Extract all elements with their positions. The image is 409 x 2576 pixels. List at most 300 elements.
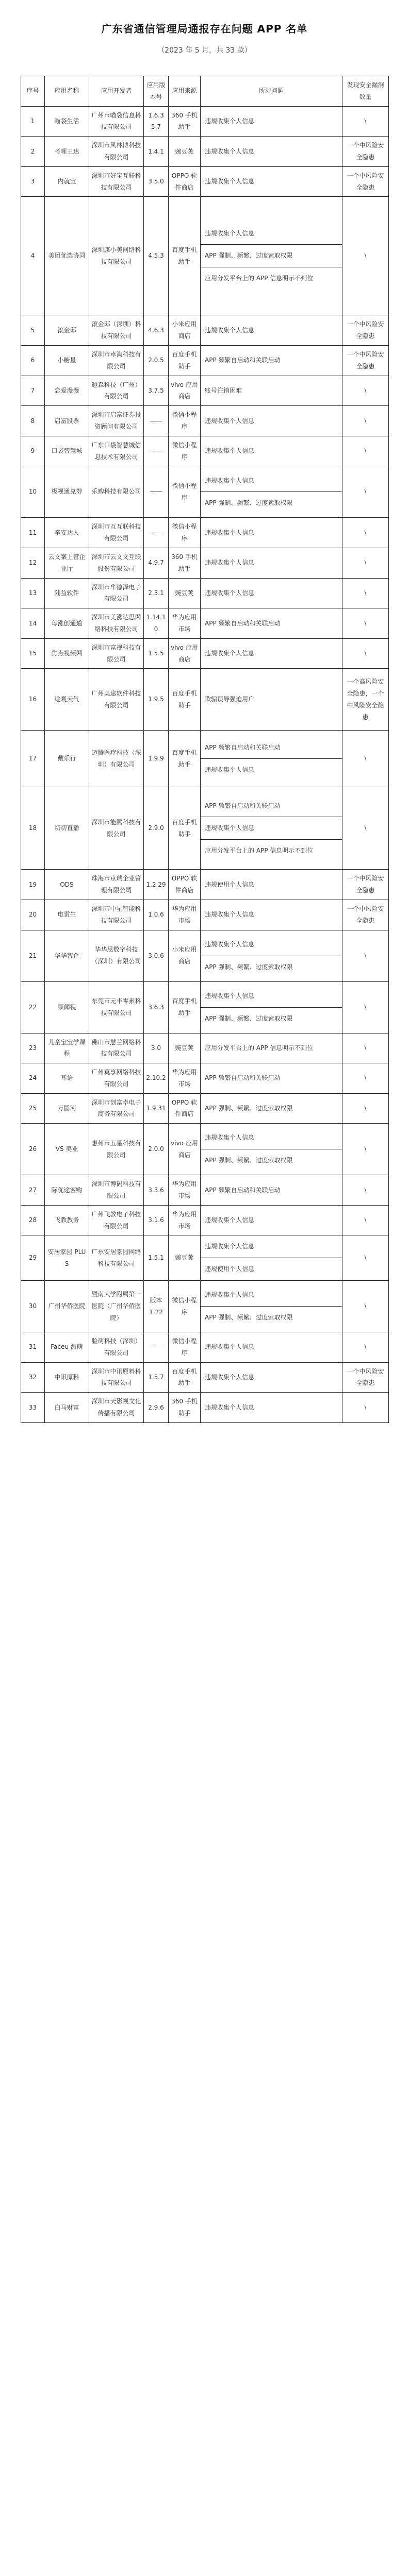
issue-item: APP 频繁自启动和关联启动 xyxy=(205,1186,281,1194)
cell-issues xyxy=(201,197,342,315)
issue-item: APP 频繁自启动和关联启动 xyxy=(205,1074,281,1082)
cell-source: 360 手机助手 xyxy=(169,106,201,137)
cell-issues xyxy=(201,638,342,669)
issue-item: 违规收集个人信息 xyxy=(201,1284,342,1307)
cell-app-name: Faceu 激萌 xyxy=(45,1332,89,1363)
issue-item: 违规收集个人信息 xyxy=(205,417,255,425)
cell-vulnerabilities: \ xyxy=(342,981,389,1033)
table-row xyxy=(21,518,389,548)
cell-source: 华为应用市场 xyxy=(169,900,201,930)
cell-issues xyxy=(201,376,342,406)
cell-version: 3.5.0 xyxy=(144,166,169,197)
cell-version: 3.0 xyxy=(144,1033,169,1063)
issue-item: 违规收集个人信息 xyxy=(205,1216,255,1224)
cell-developer: 华华思数字科技（深圳）有限公司 xyxy=(89,930,144,981)
header-developer: 应用开发者 xyxy=(89,76,144,107)
issue-item: 违规收集个人信息 xyxy=(201,985,342,1008)
cell-developer: 深圳市博码科技有限公司 xyxy=(89,1175,144,1206)
issue-item: 违规使用个人信息 xyxy=(205,880,255,888)
issue-item: APP 强制、频繁、过度索取权限 xyxy=(205,1157,293,1164)
cell-vulnerabilities: \ xyxy=(342,930,389,981)
cell-version: 3.6.3 xyxy=(144,981,169,1033)
cell-developer: 广州飞教电子科技有限公司 xyxy=(89,1205,144,1235)
table-header-row xyxy=(21,76,389,107)
cell-source: 微信小程序 xyxy=(169,406,201,436)
table-row xyxy=(21,1281,389,1332)
table-row xyxy=(21,1175,389,1206)
cell-issues xyxy=(201,930,342,981)
cell-vulnerabilities: \ xyxy=(342,1175,389,1206)
cell-developer: 乐购科技有限公司 xyxy=(89,466,144,518)
cell-app-name: 启富股票 xyxy=(45,406,89,436)
issue-item: 欺骗误导强迫用户 xyxy=(205,696,255,703)
cell-version: 3.0.6 xyxy=(144,930,169,981)
issue-item: 违规收集个人信息 xyxy=(201,470,342,493)
cell-index: 29 xyxy=(21,1235,45,1281)
table-row xyxy=(21,930,389,981)
cell-source: 豌豆荚 xyxy=(169,1033,201,1063)
cell-index: 11 xyxy=(21,518,45,548)
header-version: 应用版本号 xyxy=(144,76,169,107)
cell-developer: 深圳市卓淘科技有限公司 xyxy=(89,345,144,376)
issue-item: APP 强制、频繁、过度索取权限 xyxy=(201,245,342,267)
cell-vulnerabilities: \ xyxy=(342,1063,389,1094)
table-row xyxy=(21,870,389,900)
table-row xyxy=(21,1063,389,1094)
cell-index: 9 xyxy=(21,436,45,466)
issue-item: APP 强制、频繁、过度索取权限 xyxy=(205,963,293,971)
table-row xyxy=(21,1093,389,1124)
issue-item: 违规收集个人信息 xyxy=(201,817,342,840)
issue-item: APP 强制、频繁、过度索取权限 xyxy=(205,1014,293,1022)
cell-vulnerabilities: 一个中风险安全隐患 xyxy=(342,900,389,930)
cell-app-name: 考哩王达 xyxy=(45,137,89,167)
cell-vulnerabilities: 一个中风险安全隐患 xyxy=(342,315,389,346)
cell-version: 1.5.1 xyxy=(144,1235,169,1281)
cell-index: 30 xyxy=(21,1281,45,1332)
cell-version: 4.5.3 xyxy=(144,197,169,315)
cell-app-name: VS 美业 xyxy=(45,1124,89,1175)
cell-source: 百度手机助手 xyxy=(169,981,201,1033)
cell-version: 1.2.29 xyxy=(144,870,169,900)
cell-app-name: 际优途客购 xyxy=(45,1175,89,1206)
header-source: 应用来源 xyxy=(169,76,201,107)
cell-vulnerabilities: \ xyxy=(342,466,389,518)
table-row xyxy=(21,1205,389,1235)
cell-issues xyxy=(201,466,342,518)
cell-issues xyxy=(201,1332,342,1363)
cell-version: 4.9.7 xyxy=(144,548,169,578)
cell-source: 微信小程序 xyxy=(169,1332,201,1363)
cell-vulnerabilities: \ xyxy=(342,1332,389,1363)
cell-vulnerabilities: \ xyxy=(342,436,389,466)
cell-app-name: 每涨创通道 xyxy=(45,608,89,639)
cell-version: 1.0.6 xyxy=(144,900,169,930)
cell-index: 28 xyxy=(21,1205,45,1235)
cell-version: 1.5.7 xyxy=(144,1362,169,1393)
cell-version: 1.14.10 xyxy=(144,608,169,639)
issue-item: 违规收集个人信息 xyxy=(205,1403,255,1411)
table-row xyxy=(21,466,389,518)
cell-version: —— xyxy=(144,466,169,518)
cell-source: 豌豆荚 xyxy=(169,578,201,608)
cell-version: —— xyxy=(144,518,169,548)
issue-item: 违规收集个人信息 xyxy=(205,529,255,536)
cell-version: 1.9.9 xyxy=(144,731,169,787)
cell-developer: 深圳市富视科技有限公司 xyxy=(89,638,144,669)
cell-issues xyxy=(201,315,342,346)
cell-app-name: 极视通兑券 xyxy=(45,466,89,518)
cell-version: 4.6.3 xyxy=(144,315,169,346)
cell-index: 17 xyxy=(21,731,45,787)
cell-developer: 深圳市中讯原料科技有限公司 xyxy=(89,1362,144,1393)
cell-source: 微信小程序 xyxy=(169,466,201,518)
cell-index: 22 xyxy=(21,981,45,1033)
issue-item: 违规收集个人信息 xyxy=(201,1127,342,1149)
cell-app-name: 万圆河 xyxy=(45,1093,89,1124)
cell-source: 微信小程序 xyxy=(169,518,201,548)
cell-issues xyxy=(201,137,342,167)
issue-item: 违规收集个人信息 xyxy=(205,911,255,919)
cell-source: 百度手机助手 xyxy=(169,731,201,787)
cell-index: 25 xyxy=(21,1093,45,1124)
cell-source: 华为应用市场 xyxy=(169,608,201,639)
cell-version: 3.1.6 xyxy=(144,1205,169,1235)
issue-item: 违规收集个人信息 xyxy=(205,650,255,657)
header-app-name: 应用名称 xyxy=(45,76,89,107)
cell-index: 19 xyxy=(21,870,45,900)
cell-version: 2.0.0 xyxy=(144,1124,169,1175)
cell-source: 微信小程序 xyxy=(169,436,201,466)
cell-source: 华为应用市场 xyxy=(169,1205,201,1235)
cell-app-name: 电雷生 xyxy=(45,900,89,930)
cell-app-name: 口袋智慧城 xyxy=(45,436,89,466)
cell-app-name: 飞教教务 xyxy=(45,1205,89,1235)
cell-issues xyxy=(201,787,342,870)
cell-vulnerabilities: \ xyxy=(342,376,389,406)
cell-index: 13 xyxy=(21,578,45,608)
cell-index: 4 xyxy=(21,197,45,315)
table-row xyxy=(21,578,389,608)
table-row xyxy=(21,1124,389,1175)
issue-item: 违规收集个人信息 xyxy=(205,1374,255,1381)
cell-issues xyxy=(201,345,342,376)
issue-item: 违规收集个人信息 xyxy=(205,766,255,774)
cell-issues xyxy=(201,1033,342,1063)
table-row xyxy=(21,1393,389,1423)
cell-vulnerabilities: \ xyxy=(342,518,389,548)
cell-vulnerabilities: \ xyxy=(342,1124,389,1175)
cell-developer: 惠州市五星科技有限公司 xyxy=(89,1124,144,1175)
table-row xyxy=(21,638,389,669)
table-row xyxy=(21,106,389,137)
cell-source: 华为应用市场 xyxy=(169,1063,201,1094)
cell-issues xyxy=(201,436,342,466)
cell-source: OPPO 软件商店 xyxy=(169,870,201,900)
cell-app-name: 儿童宝宝学课程 xyxy=(45,1033,89,1063)
issue-item: APP 强制、频繁、过度索取权限 xyxy=(205,1314,293,1321)
cell-source: 360 手机助手 xyxy=(169,548,201,578)
issue-item: 违规收集个人信息 xyxy=(205,559,255,567)
cell-index: 23 xyxy=(21,1033,45,1063)
issue-item: 违规收集个人信息 xyxy=(205,1343,255,1351)
cell-index: 2 xyxy=(21,137,45,167)
cell-issues xyxy=(201,981,342,1033)
cell-source: vivo 应用商店 xyxy=(169,1124,201,1175)
cell-version: 2.10.2 xyxy=(144,1063,169,1094)
issue-item: APP 强制、频繁、过度索取权限 xyxy=(205,499,293,507)
issue-item: APP 频繁自启动和关联启动 xyxy=(201,795,342,818)
cell-version: 3.3.6 xyxy=(144,1175,169,1206)
cell-developer: 深圳市中星智能科技有限公司 xyxy=(89,900,144,930)
cell-vulnerabilities: 一个中风险安全隐患 xyxy=(342,1362,389,1393)
cell-source: 360 手机助手 xyxy=(169,1393,201,1423)
cell-source: 小米应用商店 xyxy=(169,930,201,981)
cell-vulnerabilities: \ xyxy=(342,1281,389,1332)
cell-version: —— xyxy=(144,436,169,466)
cell-vulnerabilities: 一个中风险安全隐患 xyxy=(342,870,389,900)
cell-developer: 深圳康小美网络科技有限公司 xyxy=(89,197,144,315)
cell-version: 2.9.0 xyxy=(144,787,169,870)
header-index: 序号 xyxy=(21,76,45,107)
cell-developer: 深圳市创富卓电子商务有限公司 xyxy=(89,1093,144,1124)
cell-index: 1 xyxy=(21,106,45,137)
cell-vulnerabilities: 一个中风险安全隐患 xyxy=(342,345,389,376)
cell-developer: 迈腾医疗科技（深圳）有限公司 xyxy=(89,731,144,787)
cell-index: 20 xyxy=(21,900,45,930)
cell-vulnerabilities: \ xyxy=(342,1205,389,1235)
cell-developer: 珠海市京瑞企业管理有限公司 xyxy=(89,870,144,900)
issue-item: 违规收集个人信息 xyxy=(201,223,342,245)
cell-issues xyxy=(201,1093,342,1124)
cell-app-name: 白马财富 xyxy=(45,1393,89,1423)
table-body xyxy=(21,106,389,1422)
issue-item: 违规使用个人信息 xyxy=(205,1265,255,1273)
cell-developer: 深圳市云文文互联股份有限公司 xyxy=(89,548,144,578)
issue-item: APP 频繁自启动和关联启动 xyxy=(201,737,342,759)
table-row xyxy=(21,1033,389,1063)
cell-issues xyxy=(201,669,342,731)
cell-vulnerabilities: \ xyxy=(342,406,389,436)
issue-item: 违规收集个人信息 xyxy=(201,1235,342,1258)
cell-version: 3.7.5 xyxy=(144,376,169,406)
cell-app-name: 云文案上管企业厅 xyxy=(45,548,89,578)
cell-developer: 滚金邸（深圳）科技有限公司 xyxy=(89,315,144,346)
issue-item: APP 强制、频繁、过度索取权限 xyxy=(205,1105,293,1112)
cell-developer: 遐森科技（广州）有限公司 xyxy=(89,376,144,406)
table-row xyxy=(21,436,389,466)
cell-issues xyxy=(201,1175,342,1206)
cell-issues xyxy=(201,1362,342,1393)
cell-app-name: 中讯原料 xyxy=(45,1362,89,1393)
cell-developer: 脸萌科技（深圳）有限公司 xyxy=(89,1332,144,1363)
cell-issues xyxy=(201,900,342,930)
cell-index: 15 xyxy=(21,638,45,669)
cell-vulnerabilities: \ xyxy=(342,578,389,608)
issue-item: 应用分发平台上的 APP 信息明示不到位 xyxy=(205,847,314,855)
cell-vulnerabilities: \ xyxy=(342,731,389,787)
issue-item: 违规收集个人信息 xyxy=(205,147,255,155)
cell-index: 12 xyxy=(21,548,45,578)
cell-issues xyxy=(201,1393,342,1423)
issue-item: APP 频繁自启动和关联启动 xyxy=(205,619,281,627)
cell-issues xyxy=(201,106,342,137)
cell-issues xyxy=(201,608,342,639)
cell-app-name: 顾闻视 xyxy=(45,981,89,1033)
table-row xyxy=(21,900,389,930)
cell-app-name: 陆益软件 xyxy=(45,578,89,608)
cell-app-name: 恋爱漫漫 xyxy=(45,376,89,406)
cell-issues xyxy=(201,1063,342,1094)
header-issues: 所涉问题 xyxy=(201,76,342,107)
cell-issues xyxy=(201,731,342,787)
cell-source: 豌豆荚 xyxy=(169,137,201,167)
issue-item: 应用分发平台上的 APP 信息明示不到位 xyxy=(205,275,314,282)
cell-vulnerabilities: \ xyxy=(342,787,389,870)
cell-version: —— xyxy=(144,406,169,436)
cell-vulnerabilities: 一个中风险安全隐患 xyxy=(342,137,389,167)
cell-source: 微信小程序 xyxy=(169,1281,201,1332)
cell-vulnerabilities: \ xyxy=(342,1235,389,1281)
cell-index: 32 xyxy=(21,1362,45,1393)
table-row xyxy=(21,787,389,870)
issue-item: 违规收集个人信息 xyxy=(205,117,255,125)
cell-issues xyxy=(201,166,342,197)
table-row xyxy=(21,1235,389,1281)
issue-item: APP 频繁自启动和关联启动 xyxy=(205,357,281,364)
cell-vulnerabilities: \ xyxy=(342,197,389,315)
cell-app-name: 滚金邸 xyxy=(45,315,89,346)
cell-app-name: 途观天气 xyxy=(45,669,89,731)
cell-version: —— xyxy=(144,1332,169,1363)
cell-issues xyxy=(201,870,342,900)
cell-vulnerabilities: \ xyxy=(342,1093,389,1124)
cell-version: 1.5.5 xyxy=(144,638,169,669)
cell-source: 豌豆荚 xyxy=(169,1235,201,1281)
cell-version: 1.9.31 xyxy=(144,1093,169,1124)
cell-developer: 广东口袋智慧城信息技术有限公司 xyxy=(89,436,144,466)
cell-vulnerabilities: \ xyxy=(342,548,389,578)
cell-version: 版本 1.22 xyxy=(144,1281,169,1332)
table-row xyxy=(21,166,389,197)
cell-developer: 暨南大学附属第一医院（广州华侨医院） xyxy=(89,1281,144,1332)
cell-issues xyxy=(201,1124,342,1175)
table-row xyxy=(21,669,389,731)
cell-index: 16 xyxy=(21,669,45,731)
cell-source: 小米应用商店 xyxy=(169,315,201,346)
cell-source: vivo 应用商店 xyxy=(169,638,201,669)
table-row xyxy=(21,731,389,787)
document-subtitle: （2023 年 5 月，共 33 款） xyxy=(157,46,252,55)
cell-source: 百度手机助手 xyxy=(169,669,201,731)
cell-issues xyxy=(201,518,342,548)
cell-issues xyxy=(201,548,342,578)
cell-issues xyxy=(201,1205,342,1235)
cell-app-name: 耳语 xyxy=(45,1063,89,1094)
table-row xyxy=(21,608,389,639)
table-row xyxy=(21,406,389,436)
issue-item: 违规收集个人信息 xyxy=(205,326,255,334)
cell-source: 百度手机助手 xyxy=(169,345,201,376)
cell-index: 7 xyxy=(21,376,45,406)
cell-source: 百度手机助手 xyxy=(169,787,201,870)
cell-app-name: 美团优选协同 xyxy=(45,197,89,315)
cell-version: 1.6.35.7 xyxy=(144,106,169,137)
cell-app-name: 切切直播 xyxy=(45,787,89,870)
cell-vulnerabilities: \ xyxy=(342,1393,389,1423)
cell-issues xyxy=(201,1281,342,1332)
cell-source: 华为应用市场 xyxy=(169,1175,201,1206)
cell-developer: 广东安居家园网络科技有限公司 xyxy=(89,1235,144,1281)
cell-app-name: 辛安达人 xyxy=(45,518,89,548)
table-row xyxy=(21,376,389,406)
cell-app-name: 内就宝 xyxy=(45,166,89,197)
cell-index: 8 xyxy=(21,406,45,436)
cell-developer: 广州市喵袋信息科技有限公司 xyxy=(89,106,144,137)
app-list-table xyxy=(21,76,389,1423)
cell-issues xyxy=(201,406,342,436)
table-row xyxy=(21,137,389,167)
table-row xyxy=(21,197,389,315)
cell-source: vivo 应用商店 xyxy=(169,376,201,406)
cell-source: 百度手机助手 xyxy=(169,197,201,315)
cell-index: 5 xyxy=(21,315,45,346)
cell-index: 6 xyxy=(21,345,45,376)
table-row xyxy=(21,981,389,1033)
cell-vulnerabilities: \ xyxy=(342,638,389,669)
cell-developer: 广州莫享网络科技有限公司 xyxy=(89,1063,144,1094)
cell-version: 1.4.1 xyxy=(144,137,169,167)
cell-app-name: 广州华侨医院 xyxy=(45,1281,89,1332)
cell-source: OPPO 软件商店 xyxy=(169,166,201,197)
table-row xyxy=(21,345,389,376)
cell-app-name: 焦点视频网 xyxy=(45,638,89,669)
cell-index: 33 xyxy=(21,1393,45,1423)
cell-vulnerabilities: \ xyxy=(342,106,389,137)
cell-index: 21 xyxy=(21,930,45,981)
header-vulnerabilities: 发现安全漏洞数量 xyxy=(342,76,389,107)
issue-item: 违规收集个人信息 xyxy=(201,934,342,956)
cell-developer: 深圳市好宝互联科技有限公司 xyxy=(89,166,144,197)
table-row xyxy=(21,1362,389,1393)
cell-version: 2.3.1 xyxy=(144,578,169,608)
cell-developer: 佛山市慧兰网络科技有限公司 xyxy=(89,1033,144,1063)
cell-version: 2.0.5 xyxy=(144,345,169,376)
cell-developer: 深圳市美涨达思网络科技有限公司 xyxy=(89,608,144,639)
cell-index: 31 xyxy=(21,1332,45,1363)
cell-issues xyxy=(201,1235,342,1281)
cell-source: 百度手机助手 xyxy=(169,1362,201,1393)
table-row xyxy=(21,1332,389,1363)
cell-index: 26 xyxy=(21,1124,45,1175)
table-row xyxy=(21,548,389,578)
issue-item: 应用分发平台上的 APP 信息明示不到位 xyxy=(205,1044,314,1052)
cell-vulnerabilities: 一个中风险安全隐患 xyxy=(342,166,389,197)
cell-issues xyxy=(201,578,342,608)
cell-developer: 广州美途软件科技有限公司 xyxy=(89,669,144,731)
cell-app-name: 戴乐行 xyxy=(45,731,89,787)
cell-developer: 深圳市天影视文化传播有限公司 xyxy=(89,1393,144,1423)
issue-item: 违规收集个人信息 xyxy=(205,589,255,597)
document-title: 广东省通信管理局通报存在问题 APP 名单 xyxy=(101,23,308,35)
cell-developer: 深圳市华德泽电子有限公司 xyxy=(89,578,144,608)
cell-index: 14 xyxy=(21,608,45,639)
cell-index: 24 xyxy=(21,1063,45,1094)
issue-item: 账号注销困难 xyxy=(205,386,242,394)
cell-app-name: 小糖星 xyxy=(45,345,89,376)
cell-version: 1.9.5 xyxy=(144,669,169,731)
cell-app-name: ODS xyxy=(45,870,89,900)
